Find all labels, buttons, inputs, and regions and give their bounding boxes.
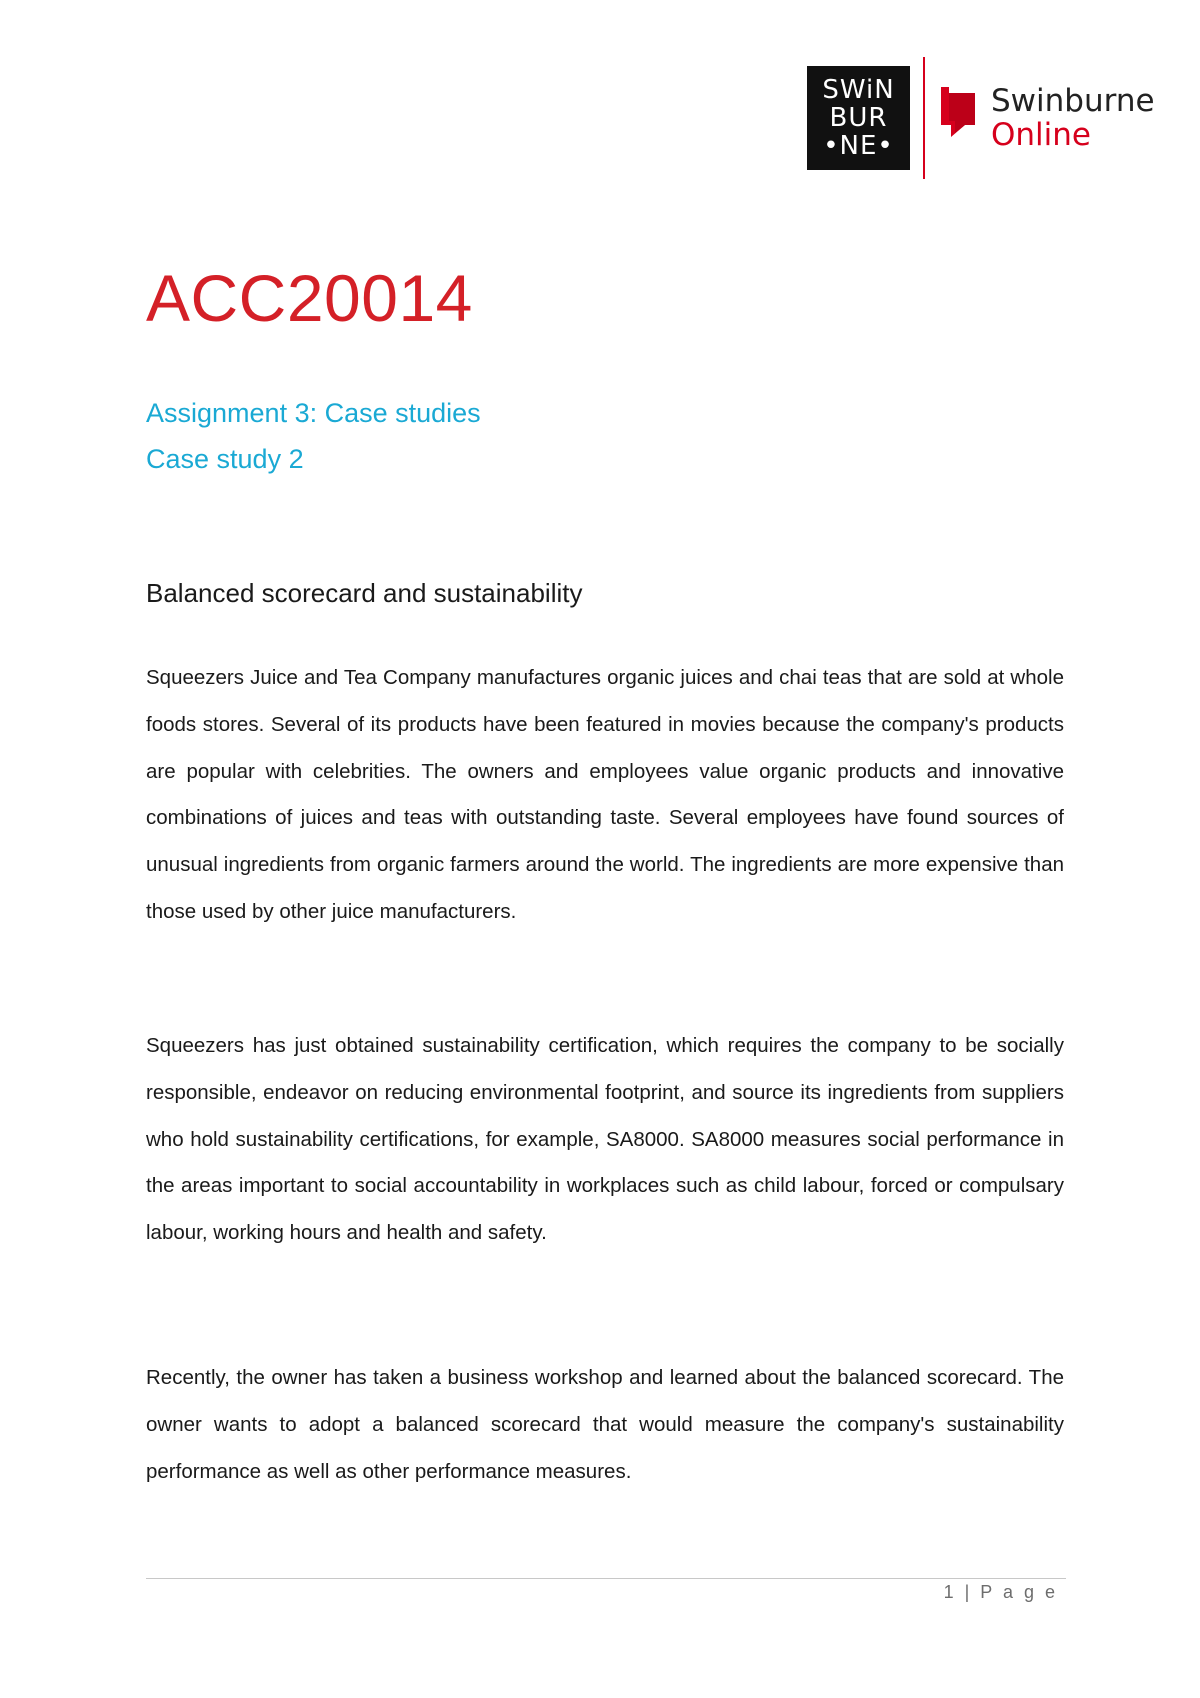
assignment-title: Assignment 3: Case studies [146, 398, 481, 428]
page-number: 1 | P a g e [943, 1582, 1058, 1602]
paragraph-balanced-scorecard: Recently, the owner has taken a business workshop and learned about the balanced scorecard. The owner wants to adopt a balanced scorecard that would measure the company's sustainability performance as well as other performance measures. [146, 1366, 1064, 1483]
case-study-title: Case study 2 [146, 444, 304, 474]
paragraph-sustainability-certification: Squeezers has just obtained sustainability certification, which requires the company to be socially responsible, endeavor on reducing environmental footprint, and source its ingredients from suppliers who hold sustainability certifications, for example, SA8000. SA8000 measures social performance in the areas important to social accountability in workplaces such as child labour, forced or compulsary labour, working hours and health and safety. [146, 1034, 1064, 1245]
logo-line-3: •NE• [823, 131, 894, 161]
logo-divider [923, 57, 925, 179]
wordmark-online: Online [991, 117, 1091, 153]
swinburne-online-wordmark [991, 84, 1155, 152]
swinburne-university-logo [807, 66, 910, 170]
paragraph-company-intro: Squeezers Juice and Tea Company manufactures organic juices and chai teas that are sold at whole foods stores. Several of its products have been featured in movies because the company's products are popular with celebrities. The owners and employees value organic products and innovative combinations of juices and teas with outstanding taste. Several employees have found sources of unusual ingredients from organic farmers around the world. The ingredients are more expensive than those used by other juice manufacturers. [146, 666, 1064, 923]
course-code: ACC20014 [146, 261, 473, 335]
footer-divider [146, 1578, 1066, 1579]
logo-line-2: BUR [829, 103, 888, 133]
logo-line-1: SWiN [822, 75, 895, 105]
swinburne-logo [807, 57, 1167, 179]
section-heading: Balanced scorecard and sustainability [146, 578, 583, 608]
wordmark-swinburne: Swinburne [991, 83, 1155, 119]
speech-bubble-icon [937, 85, 985, 145]
